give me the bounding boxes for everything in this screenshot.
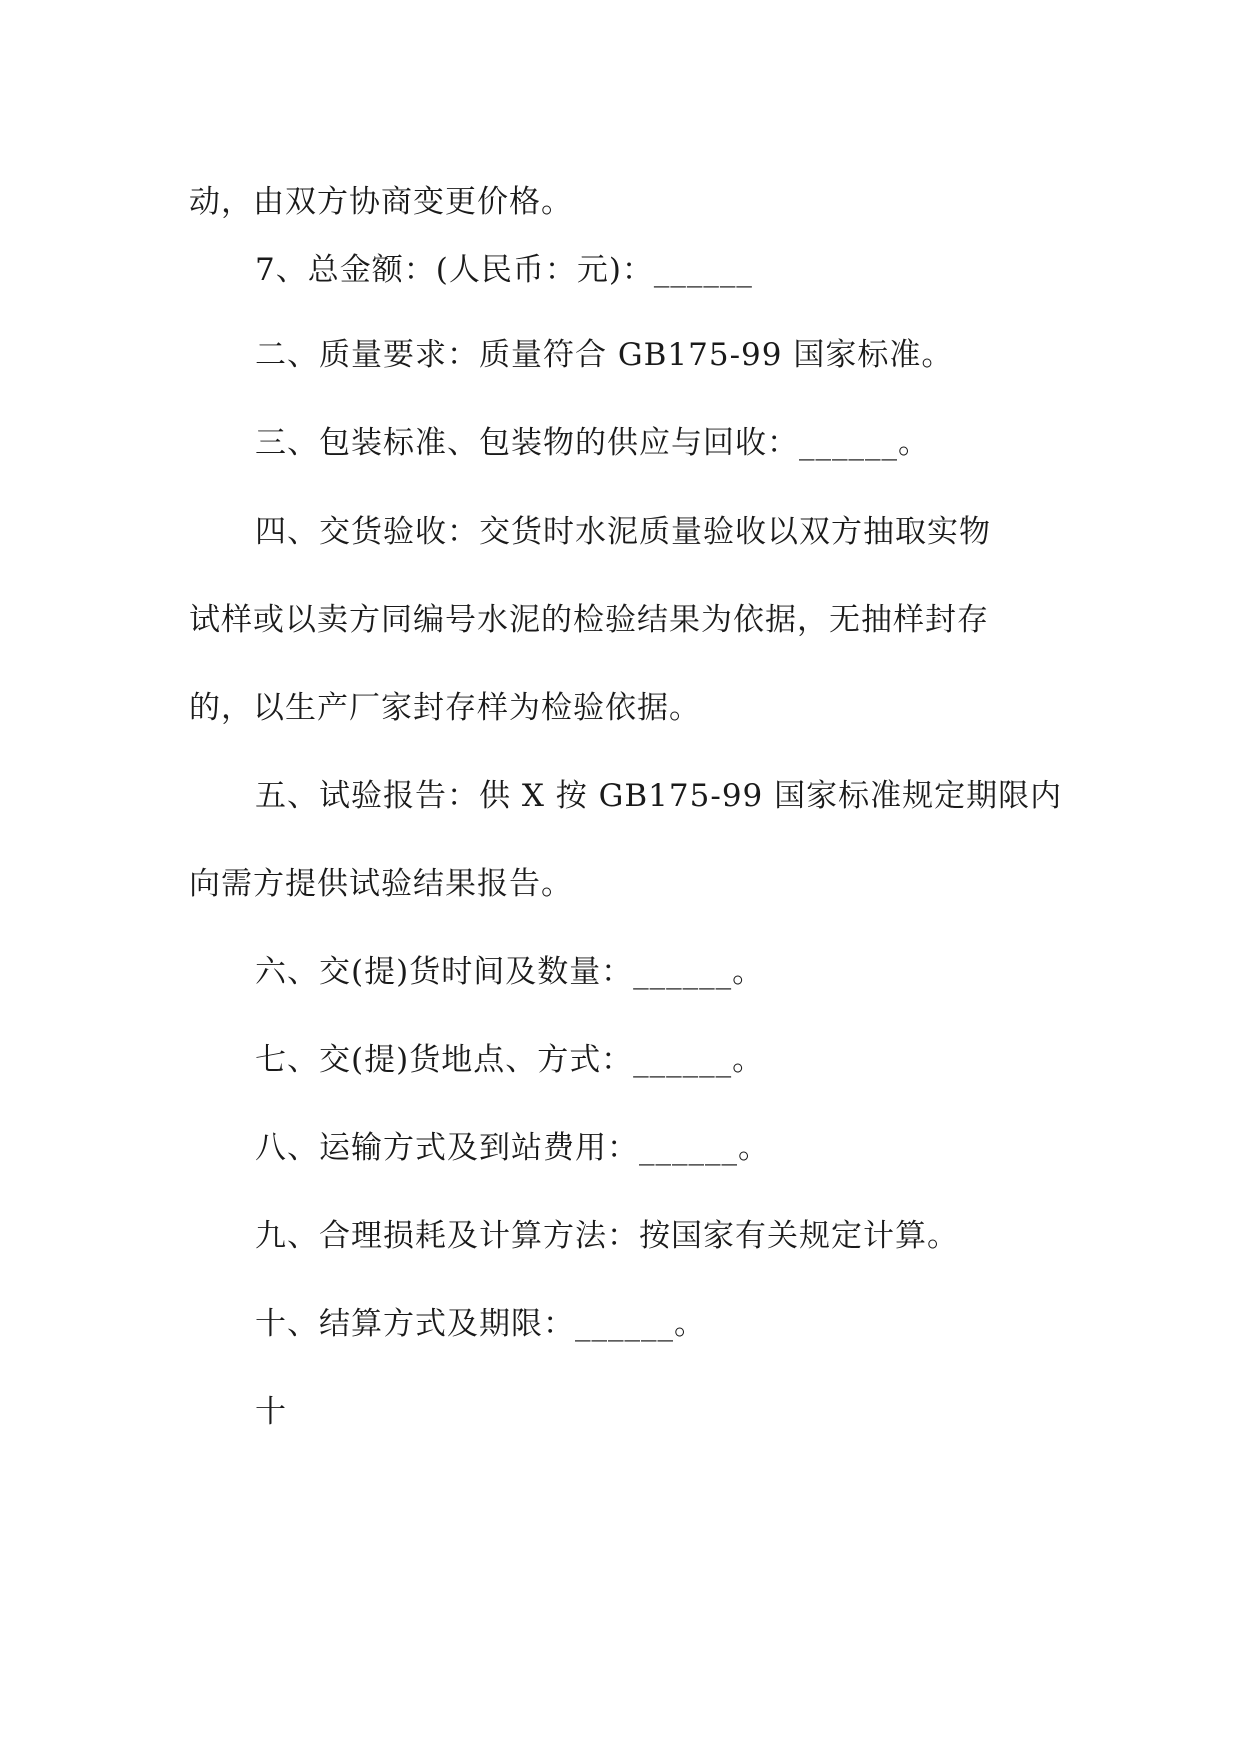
paragraph-line: 的，以生产厂家封存样为检验依据。 [189,690,701,726]
paragraph-line: 七、交(提)货地点、方式：______。 [255,1042,765,1078]
paragraph-line: 八、运输方式及到站费用：______。 [255,1130,770,1166]
paragraph-line: 向需方提供试验结果报告。 [189,866,573,902]
paragraph-line: 四、交货验收：交货时水泥质量验收以双方抽取实物 [255,514,991,550]
paragraph-line: 五、试验报告：供 X 按 GB175-99 国家标准规定期限内 [255,778,1063,814]
paragraph-line: 六、交(提)货时间及数量：______。 [255,954,765,990]
paragraph-line: 7、总金额：(人民币：元)：______ [255,252,753,288]
paragraph-line: 试样或以卖方同编号水泥的检验结果为依据，无抽样封存 [189,602,989,638]
paragraph-line: 九、合理损耗及计算方法：按国家有关规定计算。 [255,1218,959,1254]
paragraph-line: 二、质量要求：质量符合 GB175-99 国家标准。 [255,337,954,373]
paragraph-line: 动，由双方协商变更价格。 [189,184,573,220]
paragraph-line: 十、结算方式及期限：______。 [255,1306,706,1342]
paragraph-line: 十 [255,1394,287,1430]
paragraph-line: 三、包装标准、包装物的供应与回收：______。 [255,425,930,461]
